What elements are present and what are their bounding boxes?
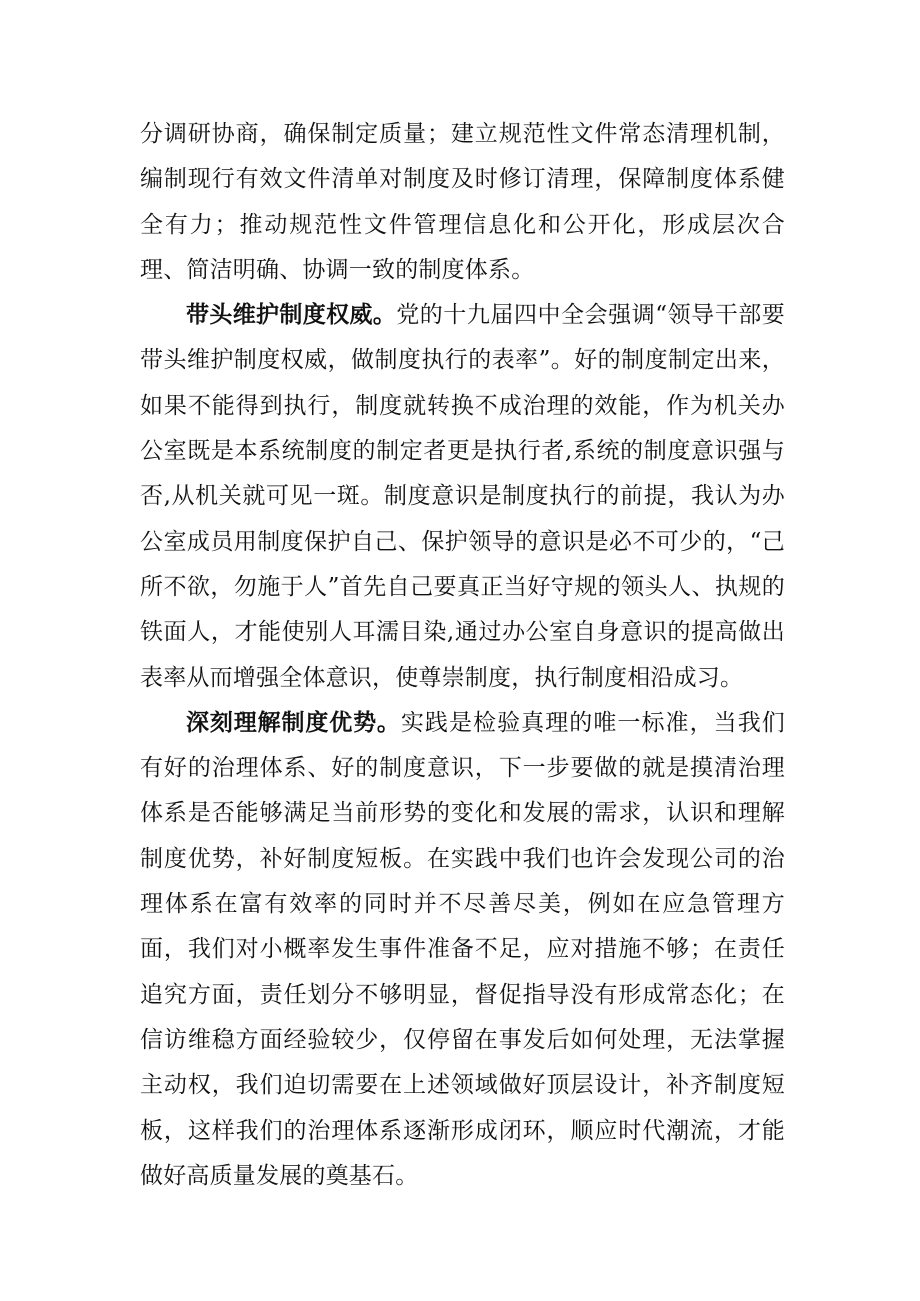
paragraph-system-advantages (140, 701, 785, 1199)
paragraph-heading: 带头维护制度权威。 (186, 302, 397, 329)
paragraph-text: 实践是检验真理的唯一标准，当我们有好的治理体系、好的制度意识，下一步要做的就是摸清治理体系是否能够满足当前形势的变化和发展的需求，认识和理解制度优势，补好制度短板。在实践中我们也许会发现公司的治理体系在富有效率的同时并不尽善尽美，例如在应急管理方面，我们对小概率发生事件准备不足，应对措施不够；在责任追究方面，责任划分不够明显，督促指导没有形成常态化；在信访维稳方面经验较少，仅停留在事发后如何处理，无法掌握主动权，我们迫切需要在上述领域做好顶层设计，补齐制度短板，这样我们的治理体系逐渐形成闭环，顺应时代潮流，才能做好高质量发展的奠基石。 (140, 709, 786, 1189)
document-body (140, 112, 785, 1199)
paragraph-continuation (140, 112, 785, 293)
paragraph-leading-by-example (140, 293, 785, 701)
paragraph-text: 分调研协商，确保制定质量；建立规范性文件常态清理机制，编制现行有效文件清单对制度及时修订清理，保障制度体系健全有力；推动规范性文件管理信息化和公开化，形成层次合理、简洁明确、协调一致的制度体系。 (140, 121, 785, 283)
paragraph-heading: 深刻理解制度优势。 (186, 709, 401, 736)
paragraph-text: 党的十九届四中全会强调“领导干部要带头维护制度权威，做制度执行的表率”。好的制度制定出来，如果不能得到执行，制度就转换不成治理的效能，作为机关办公室既是本系统制度的制定者更是执行者,系统的制度意识强与否,从机关就可见一斑。制度意识是制度执行的前提，我认为办公室成员用制度保护自己、保护领导的意识是必不可少的，“己所不欲，勿施于人”首先自己要真正当好守规的领头人、执规的铁面人，才能使别人耳濡目染,通过办公室自身意识的提高做出表率从而增强全体意识，使尊崇制度，执行制度相沿成习。 (140, 302, 785, 691)
